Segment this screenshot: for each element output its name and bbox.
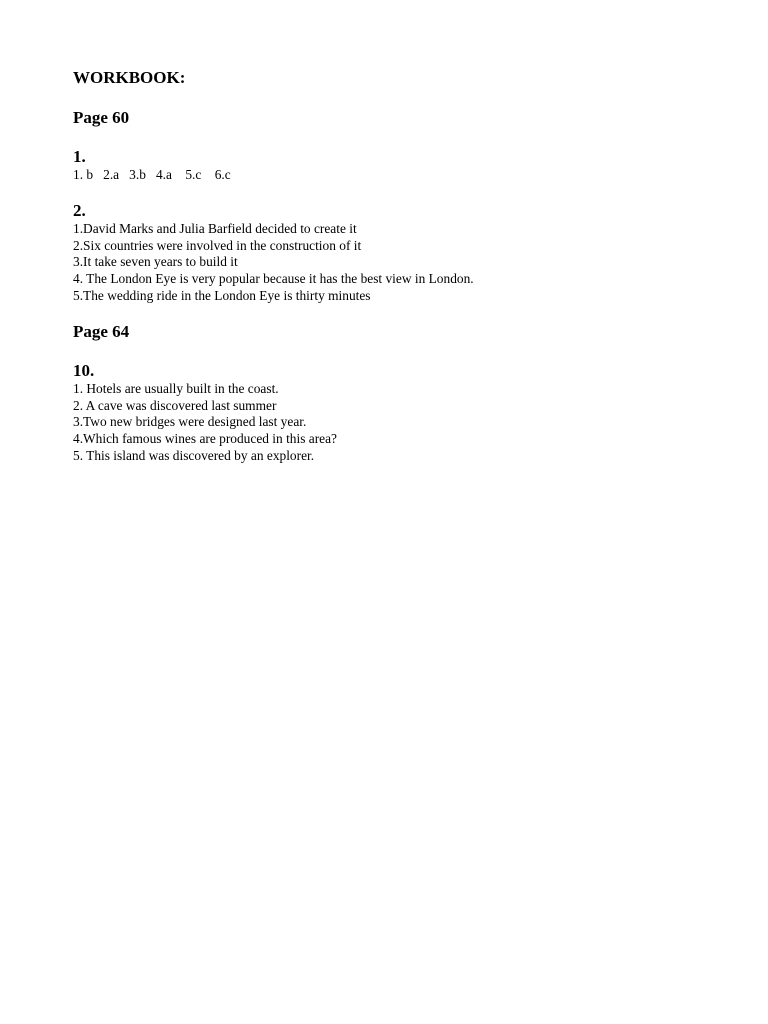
spacer <box>73 342 713 361</box>
answer-line: 4.Which famous wines are produced in this area? <box>73 431 337 447</box>
exercise-number-1: 1. <box>73 147 86 166</box>
answer-line: 1. Hotels are usually built in the coast. <box>73 380 279 396</box>
spacer <box>73 184 713 201</box>
answer-line: 3.Two new bridges were designed last year. <box>73 414 307 430</box>
page-heading-60: Page 60 <box>73 108 130 127</box>
answer-line: 1.David Marks and Julia Barfield decided to create it <box>73 220 357 236</box>
spacer <box>73 88 713 108</box>
answer-line: 1. b 2.a 3.b 4.a 5.c 6.c <box>73 167 231 182</box>
exercise-number-10: 10. <box>73 360 95 380</box>
answer-line: 2.Six countries were involved in the construction of it <box>73 237 362 253</box>
answer-line: 2. A cave was discovered last summer <box>73 397 277 413</box>
answer-line: 5. This island was discovered by an explorer. <box>73 447 315 463</box>
answer-line: 5.The wedding ride in the London Eye is thirty minutes <box>73 287 371 303</box>
answer-line: 3.It take seven years to build it <box>73 254 238 270</box>
spacer <box>73 305 713 322</box>
spacer <box>73 128 713 147</box>
document-title: WORKBOOK: <box>73 68 186 87</box>
page-heading-64: Page 64 <box>73 321 130 341</box>
answer-line: 4. The London Eye is very popular because it has the best view in London. <box>73 271 474 287</box>
document-page <box>73 68 713 465</box>
exercise-number-2: 2. <box>73 200 86 220</box>
